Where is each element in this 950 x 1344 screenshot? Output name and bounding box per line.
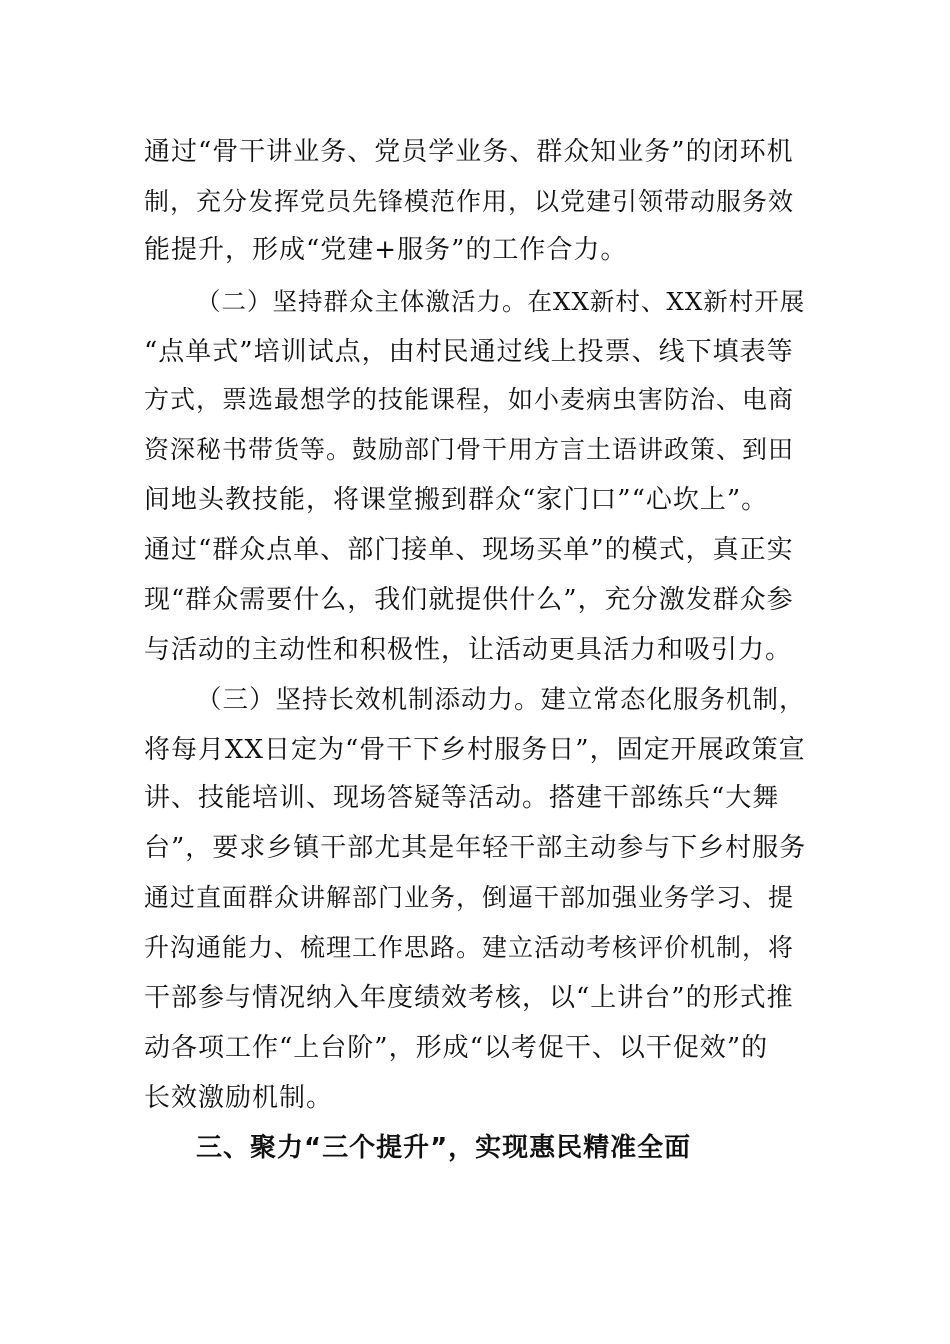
text-line-11: 与活动的主动性和积极性，让活动更具活力和吸引力。	[144, 635, 793, 665]
section-heading: 三、聚力“三个提升”，实现惠民精准全面	[196, 1133, 692, 1163]
text-line-7: 资深秘书带货等。鼓励部门骨干用方言土语讲政策、到田	[144, 435, 795, 464]
text-line-2: 制，充分发挥党员先锋模范作用，以党建引领带动服务效	[144, 187, 795, 216]
text-line-6: 方式，票选最想学的技能课程，如小麦病虫害防治、电商	[144, 385, 795, 414]
text-line-1: 通过“骨干讲业务、党员学业务、群众知业务”的闭环机	[144, 137, 794, 167]
text-line-9: 通过“群众点单、部门接单、现场买单”的模式，真正实	[144, 535, 794, 565]
text-line-18: 干部参与情况纳入年度绩效考核，以“上讲台”的形式推	[144, 983, 794, 1013]
text-line-4: （二）坚持群众主体激活力。在XX新村、XX新村开展	[196, 287, 806, 316]
text-line-5: “点单式”培训试点，由村民通过线上投票、线下填表等	[144, 337, 794, 367]
text-line-20: 长效激励机制。	[144, 1083, 334, 1113]
text-line-19: 动各项工作“上台阶”，形成“以考促干、以干促效”的	[144, 1033, 769, 1063]
text-line-10: 现“群众需要什么，我们就提供什么”，充分激发群众参	[144, 585, 794, 615]
text-line-15: 台”，要求乡镇干部尤其是年轻干部主动参与下乡村服务	[144, 833, 807, 863]
text-line-13: 将每月XX日定为“骨干下乡村服务日”，固定开展政策宣	[144, 735, 806, 765]
text-line-12: （三）坚持长效机制添动力。建立常态化服务机制，	[196, 685, 806, 715]
text-line-14: 讲、技能培训、现场答疑等活动。搭建干部练兵“大舞	[144, 783, 780, 813]
text-line-16: 通过直面群众讲解部门业务，倒逼干部加强业务学习、提	[144, 883, 795, 912]
text-line-3: 能提升，形成“党建+服务”的工作合力。	[144, 235, 628, 265]
text-line-17: 升沟通能力、梳理工作思路。建立活动考核评价机制，将	[144, 933, 795, 962]
text-line-8: 间地头教技能，将课堂搬到群众“家门口”“心坎上”。	[144, 485, 769, 515]
